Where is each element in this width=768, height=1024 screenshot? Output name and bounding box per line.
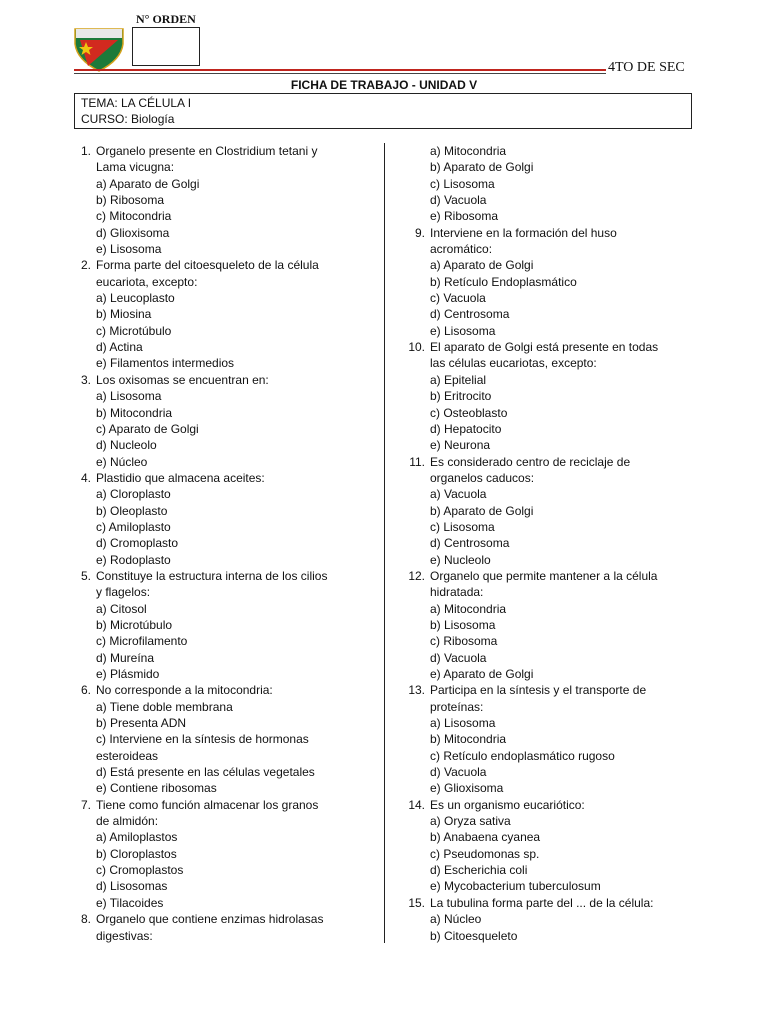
question-number: 7.: [80, 797, 91, 812]
answer-option: b) Miosina: [96, 307, 152, 322]
question-number: [406, 470, 425, 486]
header-rule-dark: [74, 73, 606, 74]
answer-option: a) Aparato de Golgi: [96, 176, 200, 191]
answer-option: b) Lisosoma: [430, 617, 496, 632]
answer-option: b) Aparato de Golgi: [430, 160, 534, 175]
answer-option: c) Amiloplasto: [96, 519, 171, 534]
question-text: Plastidio que almacena aceites:: [96, 470, 265, 485]
answer-option: d) Glioxisoma: [96, 225, 170, 240]
question-text: hidratada:: [430, 585, 484, 600]
answer-option: e) Glioxisoma: [430, 781, 504, 796]
answer-option: c) Ribosoma: [430, 634, 498, 649]
answer-option: e) Aparato de Golgi: [430, 667, 534, 681]
answer-option: c) Mitocondria: [96, 209, 172, 224]
answer-option: b) Presenta ADN: [96, 716, 187, 731]
topic-box: [74, 93, 692, 129]
question-text: La tubulina forma parte del ... de la célula:: [430, 895, 654, 910]
orden-number-box[interactable]: [132, 27, 200, 66]
question-line: [72, 813, 372, 829]
question-number: 13.: [408, 683, 425, 698]
question-block: [72, 372, 372, 470]
orden-label: N° ORDEN: [136, 12, 196, 26]
question-line: [72, 928, 372, 944]
question-number: 1.: [80, 144, 91, 158]
question-line: [406, 241, 698, 257]
answer-option: e) Ribosoma: [430, 209, 499, 224]
question-number: [406, 699, 425, 715]
answer-option: e) Rodoplasto: [96, 552, 171, 567]
question-block: [406, 568, 698, 682]
question-block: [406, 143, 698, 225]
answer-option: a) Mitocondria: [430, 601, 507, 616]
question-text: Organelo presente en Clostridium tetani y: [96, 144, 318, 158]
answer-option: c) Cromoplastos: [96, 863, 184, 878]
question-number: [406, 355, 425, 371]
answer-option: d) Centrosoma: [430, 536, 510, 551]
question-number: [72, 928, 91, 944]
question-text: Interviene en la formación del huso: [430, 225, 617, 240]
question-number: 10.: [408, 340, 425, 355]
answer-option: e) Lisosoma: [96, 242, 162, 257]
question-number: 15.: [408, 895, 425, 910]
answer-option: c) Vacuola: [430, 291, 486, 306]
question-number: 2.: [80, 258, 91, 273]
answer-option: d) Nucleolo: [96, 438, 157, 453]
answer-option: c) Interviene en la síntesis de hormonas: [96, 732, 309, 747]
question-number: 8.: [80, 912, 91, 927]
answer-option: c) Osteoblasto: [430, 405, 508, 420]
question-line: [72, 143, 372, 159]
answer-option: b) Ribosoma: [96, 193, 165, 208]
question-line: [72, 682, 372, 698]
question-text: las células eucariotas, excepto:: [430, 356, 597, 371]
question-block: [72, 143, 372, 257]
answer-option: c) Aparato de Golgi: [96, 421, 199, 436]
question-line: [72, 568, 372, 584]
answer-option: b) Anabaena cyanea: [430, 830, 541, 845]
question-text: Es considerado centro de reciclaje de: [430, 454, 631, 469]
answer-option: c) Retículo endoplasmático rugoso: [430, 748, 615, 763]
question-block: [72, 911, 372, 944]
answer-option: d) Cromoplasto: [96, 536, 179, 551]
question-text: eucariota, excepto:: [96, 274, 198, 289]
document-title: FICHA DE TRABAJO - UNIDAD V: [290, 78, 478, 92]
question-line: [72, 257, 372, 273]
answer-option: c) Microfilamento: [96, 634, 188, 649]
tema-line: TEMA: LA CÉLULA I: [81, 96, 192, 110]
question-block: [406, 454, 698, 568]
answer-option: e) Núcleo: [96, 454, 148, 469]
question-line: [406, 682, 698, 698]
answer-option: b) Microtúbulo: [96, 617, 173, 632]
question-text: No corresponde a la mitocondria:: [96, 683, 273, 698]
grade-label: 4TO DE SEC: [608, 60, 685, 75]
answer-option: a) Lisosoma: [430, 716, 496, 731]
answer-option: a) Cloroplasto: [96, 487, 171, 502]
question-text: Forma parte del citoesqueleto de la célula: [96, 258, 319, 273]
question-text: Es un organismo eucariótico:: [430, 797, 585, 812]
question-text: digestivas:: [96, 928, 153, 943]
curso-line: CURSO: Biología: [81, 112, 175, 126]
question-line: [406, 225, 698, 241]
question-text: Participa en la síntesis y el transporte de: [430, 683, 647, 698]
answer-option: d) Lisosomas: [96, 879, 168, 894]
question-line: [406, 454, 698, 470]
answer-option: e) Neurona: [430, 438, 491, 453]
question-line: [406, 895, 698, 911]
answer-option: a) Lisosoma: [96, 389, 162, 404]
question-text: Organelo que contiene enzimas hidrolasas: [96, 912, 324, 927]
question-text: Constituye la estructura interna de los cilios: [96, 568, 328, 583]
answer-option: e) Mycobacterium tuberculosum: [430, 879, 601, 894]
answer-option: b) Cloroplastos: [96, 846, 177, 861]
answer-option: a) Núcleo: [430, 912, 482, 927]
question-line: [72, 159, 372, 175]
question-number: 14.: [408, 797, 425, 812]
answer-option: e) Filamentos intermedios: [96, 356, 235, 371]
question-number: 9.: [414, 225, 425, 240]
answer-option: a) Amiloplastos: [96, 830, 178, 845]
question-line: [406, 355, 698, 371]
answer-option: e) Tilacoides: [96, 895, 164, 910]
answer-option: a) Oryza sativa: [430, 814, 511, 829]
question-text: Organelo que permite mantener a la célula: [430, 568, 658, 583]
question-line: [406, 470, 698, 486]
question-number: 6.: [80, 683, 91, 698]
answer-option: e) Lisosoma: [430, 323, 496, 338]
question-line: [406, 584, 698, 600]
answer-option: a) Citosol: [96, 601, 147, 616]
answer-option: b) Retículo Endoplasmático: [430, 274, 577, 289]
answer-option: d) Actina: [96, 340, 143, 355]
header-rule-red: [74, 69, 606, 71]
question-number: [406, 584, 425, 600]
question-line: [72, 797, 372, 813]
question-block: [406, 797, 698, 895]
answer-option: d) Vacuola: [430, 765, 487, 780]
column-divider: [384, 143, 385, 943]
question-block: [406, 225, 698, 339]
answer-option: e) Contiene ribosomas: [96, 781, 217, 796]
question-block: [72, 257, 372, 371]
question-number: [72, 159, 91, 175]
question-number: 3.: [80, 372, 91, 387]
question-line: [406, 568, 698, 584]
answer-option: a) Vacuola: [430, 487, 487, 502]
answer-option: b) Citoesqueleto: [430, 928, 518, 943]
question-number: 11.: [409, 454, 425, 469]
answer-option: c) Pseudomonas sp.: [430, 846, 540, 861]
question-line: [72, 911, 372, 927]
question-text: y flagelos:: [96, 585, 151, 600]
question-line: [72, 584, 372, 600]
question-block: [406, 339, 698, 453]
question-text: proteínas:: [430, 699, 484, 714]
question-text: acromático:: [430, 242, 493, 257]
question-number: [406, 241, 425, 257]
question-text: organelos caducos:: [430, 470, 535, 485]
answer-option: d) Está presente en las células vegetales: [96, 765, 315, 780]
question-block: [72, 797, 372, 911]
question-block: [406, 895, 698, 944]
answer-option: e) Nucleolo: [430, 552, 491, 567]
answer-option: e) Plásmido: [96, 667, 160, 681]
answer-option: d) Mureína: [96, 650, 155, 665]
answer-option: c) Lisosoma: [430, 176, 495, 191]
question-number: 12.: [408, 568, 425, 583]
questions-left-column: [72, 143, 372, 944]
school-logo: [74, 26, 124, 72]
answer-option: d) Hepatocito: [430, 421, 502, 436]
question-number: 5.: [80, 568, 91, 583]
answer-option: a) Aparato de Golgi: [430, 258, 534, 273]
question-text: Tiene como función almacenar los granos: [96, 797, 319, 812]
answer-option: esteroideas: [96, 748, 159, 763]
answer-option: d) Escherichia coli: [430, 863, 528, 878]
answer-option: b) Eritrocito: [430, 389, 492, 404]
answer-option: a) Leucoplasto: [96, 291, 175, 306]
question-number: [72, 584, 91, 600]
question-text: Los oxisomas se encuentran en:: [96, 372, 269, 387]
answer-option: b) Aparato de Golgi: [430, 503, 534, 518]
question-line: [72, 372, 372, 388]
question-text: Lama vicugna:: [96, 160, 175, 175]
answer-option: b) Oleoplasto: [96, 503, 168, 518]
question-line: [406, 699, 698, 715]
question-text: de almidón:: [96, 814, 159, 829]
question-block: [72, 568, 372, 682]
question-block: [406, 682, 698, 796]
question-block: [72, 470, 372, 568]
answer-option: d) Vacuola: [430, 650, 487, 665]
question-line: [406, 339, 698, 355]
answer-option: c) Microtúbulo: [96, 323, 172, 338]
question-line: [406, 797, 698, 813]
question-block: [72, 682, 372, 796]
answer-option: c) Lisosoma: [430, 519, 495, 534]
answer-option: b) Mitocondria: [96, 405, 173, 420]
question-line: [72, 274, 372, 290]
questions-right-column: [406, 143, 698, 944]
question-number: [72, 813, 91, 829]
answer-option: a) Mitocondria: [430, 144, 507, 158]
answer-option: d) Vacuola: [430, 193, 487, 208]
question-number: [72, 274, 91, 290]
question-number: 4.: [80, 470, 91, 485]
question-text: El aparato de Golgi está presente en todas: [430, 340, 659, 355]
answer-option: a) Tiene doble membrana: [96, 699, 233, 714]
answer-option: a) Epitelial: [430, 372, 487, 387]
answer-option: d) Centrosoma: [430, 307, 510, 322]
answer-option: b) Mitocondria: [430, 732, 507, 747]
question-line: [72, 470, 372, 486]
